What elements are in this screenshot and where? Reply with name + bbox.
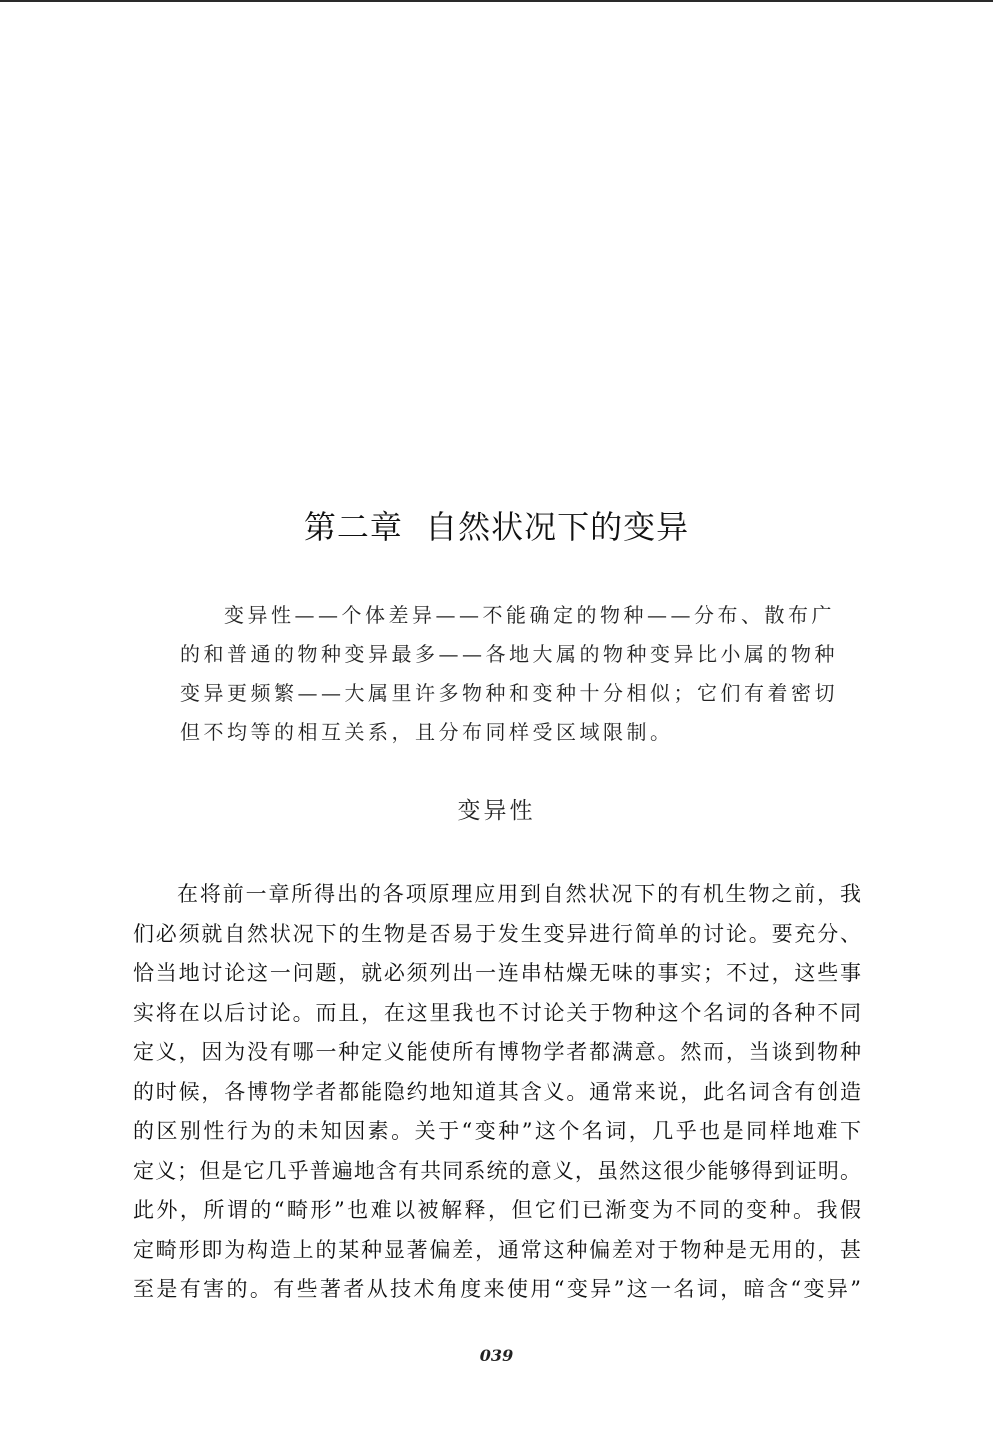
summary-line: 但不均等的相互关系，且分布同样受区域限制。 bbox=[180, 720, 674, 744]
body-line: 定义，因为没有哪一种定义能使所有博物学者都满意。然而，当谈到物种 bbox=[133, 1040, 861, 1064]
top-rule bbox=[0, 0, 993, 2]
body-line: 们必须就自然状况下的生物是否易于发生变异进行简单的讨论。要充分、 bbox=[133, 921, 861, 946]
summary-line: 变异性——个体差异——不能确定的物种——分布、散布广 bbox=[224, 603, 835, 627]
section-heading: 变异性 bbox=[457, 798, 536, 824]
chapter-summary bbox=[180, 596, 838, 752]
body-line: 恰当地讨论这一问题，就必须列出一连串枯燥无味的事实；不过，这些事 bbox=[133, 961, 861, 985]
body-line: 实将在以后讨论。而且，在这里我也不讨论关于物种这个名词的各种不同 bbox=[133, 1000, 861, 1025]
summary-line: 的和普通的物种变异最多——各地大属的物种变异比小属的物种 bbox=[180, 642, 838, 666]
chapter-title: 第二章 自然状况下的变异 bbox=[303, 508, 690, 546]
body-line: 定义；但是它几乎普遍地含有共同系统的意义，虽然这很少能够得到证明。 bbox=[133, 1158, 861, 1183]
page-number: 039 bbox=[479, 1346, 514, 1365]
body-paragraph bbox=[133, 875, 861, 1310]
body-line: 此外，所谓的“畸形”也难以被解释，但它们已渐变为不同的变种。我假 bbox=[133, 1198, 861, 1222]
body-line: 的时候，各博物学者都能隐约地知道其含义。通常来说，此名词含有创造 bbox=[133, 1079, 861, 1104]
body-line: 的区别性行为的未知因素。关于“变种”这个名词，几乎也是同样地难下 bbox=[133, 1119, 861, 1143]
body-line: 在将前一章所得出的各项原理应用到自然状况下的有机生物之前，我 bbox=[177, 882, 861, 906]
summary-line: 变异更频繁——大属里许多物种和变种十分相似；它们有着密切 bbox=[180, 681, 838, 705]
body-line: 至是有害的。有些著者从技术角度来使用“变异”这一名词，暗含“变异” bbox=[133, 1277, 861, 1301]
body-line: 定畸形即为构造上的某种显著偏差，通常这种偏差对于物种是无用的，甚 bbox=[133, 1237, 861, 1262]
